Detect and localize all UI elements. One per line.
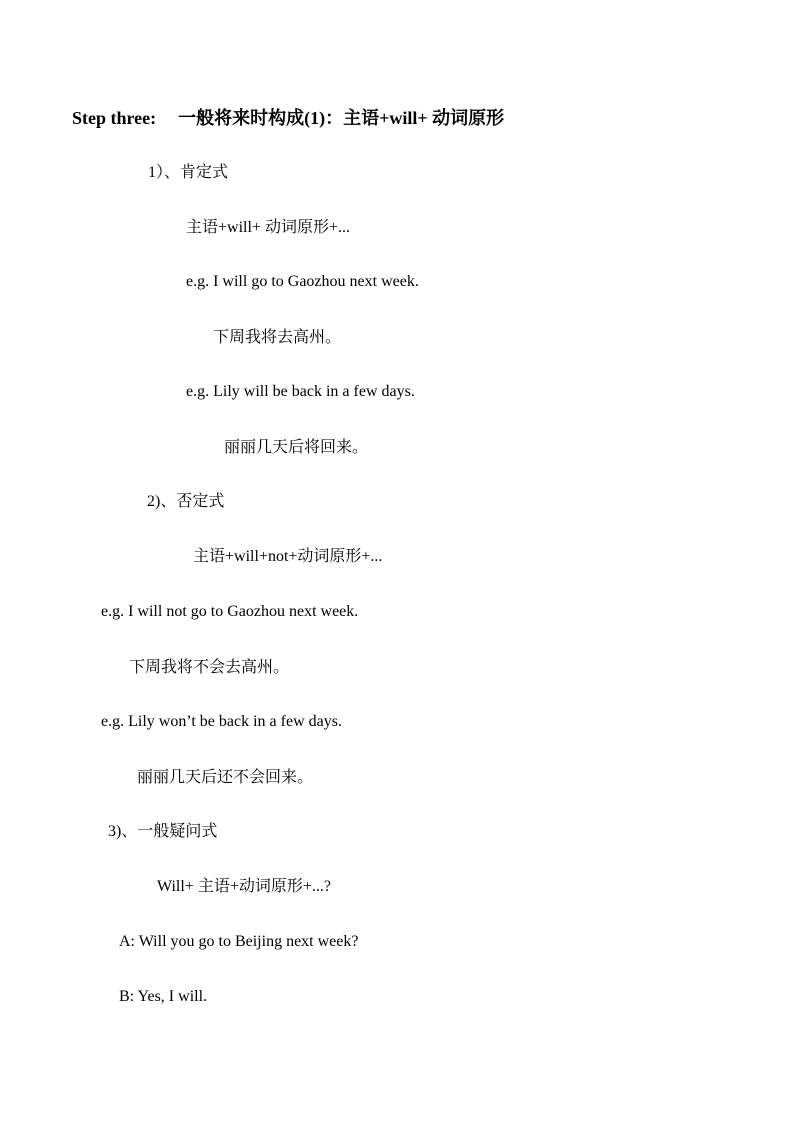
affirmative-translation-2: 丽丽几天后将回来。 — [224, 437, 369, 456]
negative-formula: 主语+will+not+动词原形+... — [193, 548, 383, 565]
affirmative-example-1: e.g. I will go to Gaozhou next week. — [186, 273, 419, 290]
section-heading — [72, 108, 504, 128]
affirmative-title: 1）、肯定式 — [148, 164, 229, 181]
affirmative-example-2: e.g. Lily will be back in a few days. — [186, 383, 415, 400]
negative-translation-1: 下周我将不会去高州。 — [129, 657, 290, 676]
question-title: 3)、一般疑问式 — [108, 823, 218, 840]
answer-example: B: Yes, I will. — [119, 988, 208, 1005]
question-example: A: Will you go to Beijing next week? — [119, 933, 359, 950]
heading-label: Step three: — [72, 108, 157, 128]
question-formula: Will+ 主语+动词原形+...? — [157, 878, 331, 895]
negative-translation-2: 丽丽几天后还不会回来。 — [137, 767, 314, 786]
heading-title: 一般将来时构成(1)：主语+will+ 动词原形 — [178, 108, 505, 128]
negative-title: 2)、否定式 — [147, 493, 225, 510]
negative-example-2: e.g. Lily won’t be back in a few days. — [101, 713, 342, 730]
affirmative-formula: 主语+will+ 动词原形+... — [186, 219, 350, 236]
affirmative-translation-1: 下周我将去高州。 — [213, 327, 342, 346]
negative-example-1: e.g. I will not go to Gaozhou next week. — [101, 603, 359, 620]
